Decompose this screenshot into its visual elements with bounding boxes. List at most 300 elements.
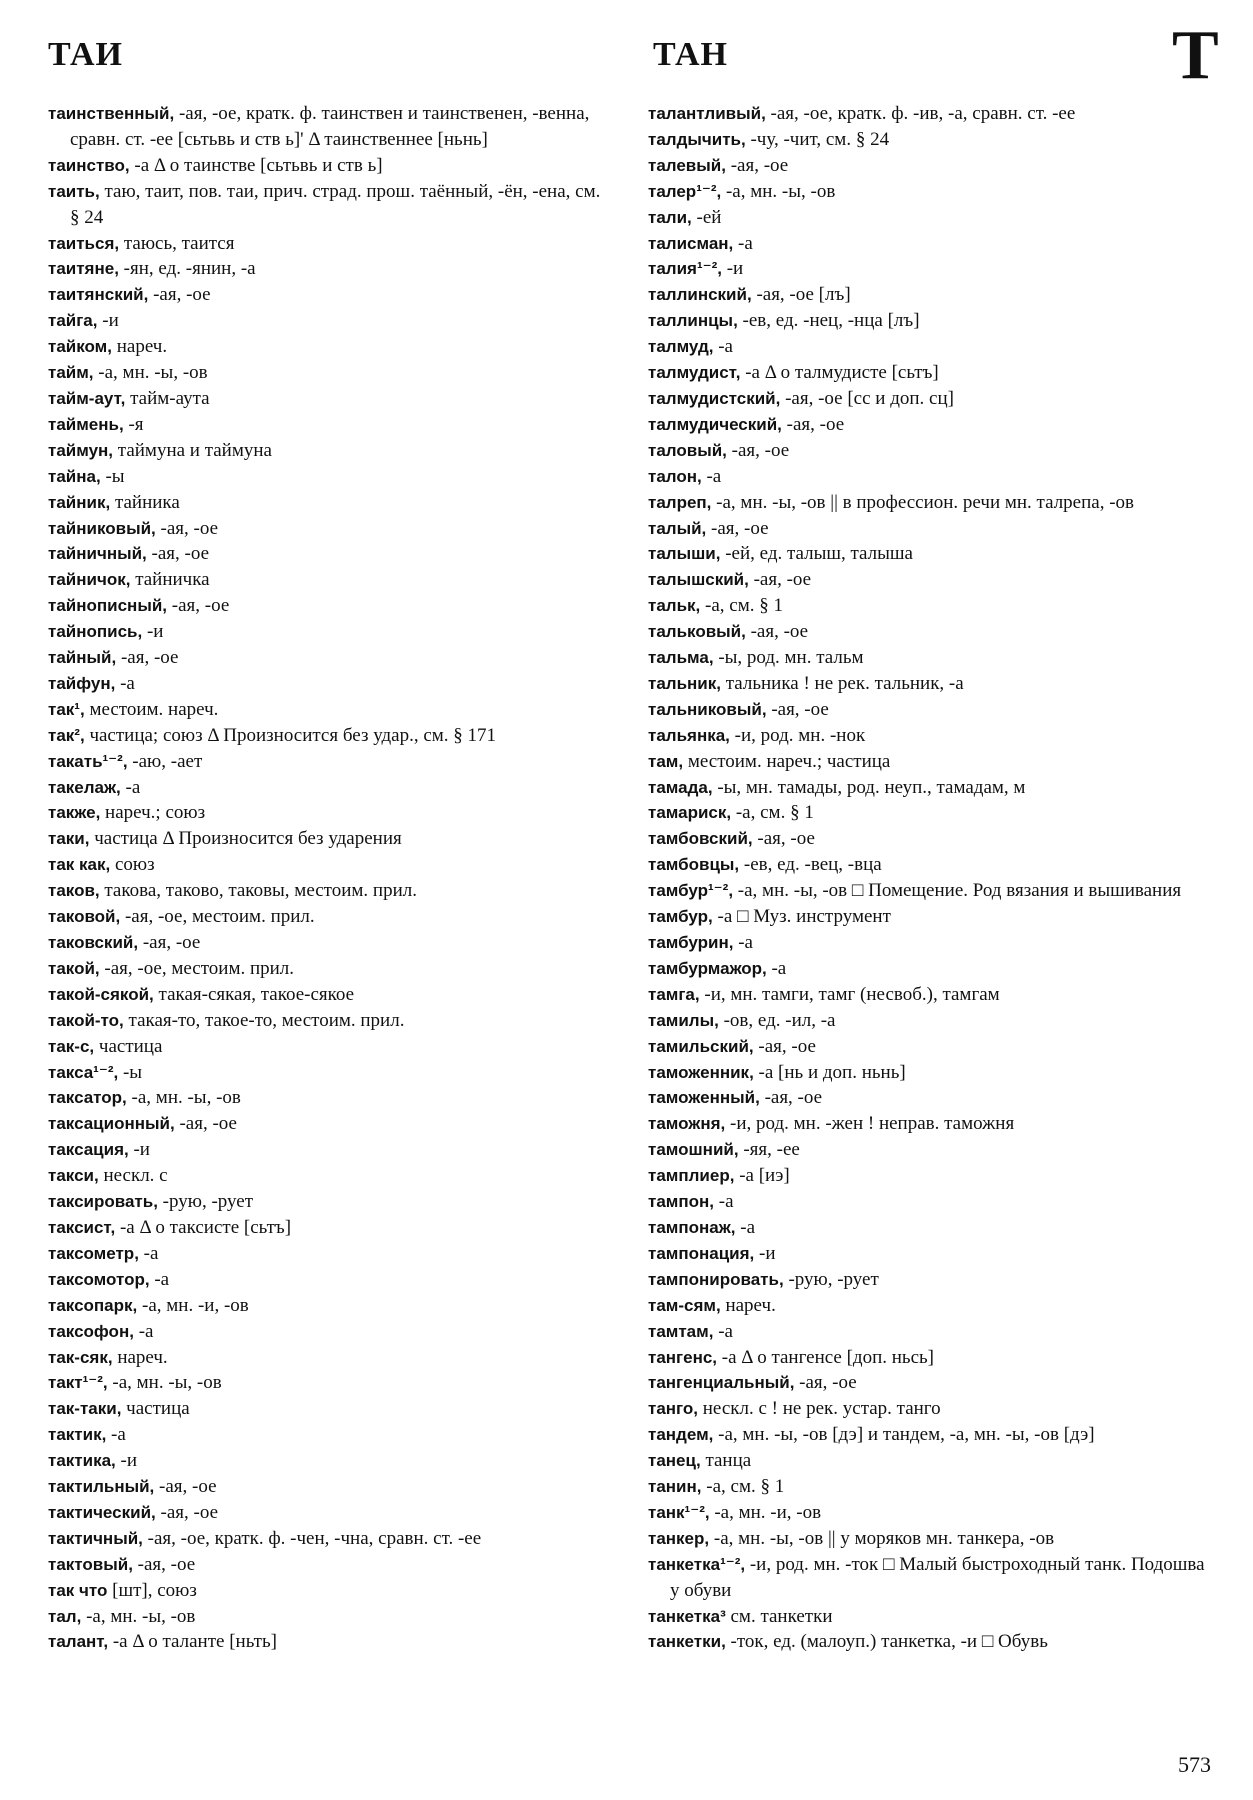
dictionary-entry xyxy=(48,1552,614,1578)
dictionary-entry xyxy=(48,1448,614,1474)
entry-body: -а xyxy=(120,672,135,694)
entry-headword: таковой, xyxy=(48,907,121,927)
entry-headword: таллинцы, xyxy=(648,311,738,331)
entry-headword: танкер, xyxy=(648,1528,710,1548)
entry-body: -а xyxy=(771,957,787,979)
entry-headword: тальма, xyxy=(648,648,714,668)
dictionary-entry xyxy=(648,256,1214,282)
entry-body: -а Δ о таксисте [сьтъ] xyxy=(119,1216,292,1238)
entry-body: нескл. с xyxy=(103,1165,168,1187)
entry-body: -ая, -ое xyxy=(137,1553,196,1575)
entry-headword: таитяне, xyxy=(48,259,119,279)
dictionary-entry xyxy=(648,1034,1214,1060)
dictionary-entry xyxy=(648,1422,1214,1448)
entry-body: -а, см. § 1 xyxy=(705,595,783,617)
entry-headword: там-сям, xyxy=(648,1295,721,1315)
entry-headword: тактика, xyxy=(48,1451,116,1471)
entry-body: -а Δ о таланте [ньть] xyxy=(112,1631,277,1653)
entry-body: тайничка xyxy=(135,569,210,591)
entry-headword: тамплиер, xyxy=(648,1166,735,1186)
entry-headword: таксомотор, xyxy=(48,1269,150,1289)
entry-body: частица Δ Произносится без ударения xyxy=(94,828,402,850)
entry-headword: тайнопись, xyxy=(48,622,143,642)
entry-body: -а Δ о талмудисте [сьтъ] xyxy=(745,362,939,384)
entry-headword: талый, xyxy=(648,518,707,538)
entry-headword: тактик, xyxy=(48,1425,107,1445)
entry-headword: тайком, xyxy=(48,337,112,357)
entry-body: -и xyxy=(726,258,744,280)
entry-body: -ая, -ое xyxy=(750,621,809,643)
dictionary-entry xyxy=(648,1267,1214,1293)
entry-headword: тамилы, xyxy=(648,1010,719,1030)
dictionary-entry xyxy=(48,360,614,386)
entry-headword: талмудист, xyxy=(648,363,741,383)
dictionary-entry xyxy=(648,231,1214,257)
entry-headword: таков, xyxy=(48,881,100,901)
entry-headword: так что xyxy=(48,1580,108,1600)
entry-headword: тамга, xyxy=(648,984,700,1004)
entry-body: тайника xyxy=(114,491,180,513)
entry-headword: тайм-аут, xyxy=(48,388,126,408)
entry-headword: таксометр, xyxy=(48,1243,139,1263)
entry-headword: тайный, xyxy=(48,648,117,668)
dictionary-entry xyxy=(48,153,614,179)
entry-headword: тангенс, xyxy=(648,1347,718,1367)
entry-headword: таиться, xyxy=(48,233,120,253)
entry-headword: тамбур¹⁻², xyxy=(648,881,734,901)
entry-body: -а xyxy=(718,1191,734,1213)
entry-headword: талыши, xyxy=(648,544,721,564)
entry-body: -а, мн. -ы, -ов xyxy=(98,362,208,384)
entry-headword: тактический, xyxy=(48,1502,156,1522)
entry-headword: таксационный, xyxy=(48,1114,175,1134)
entry-headword: тальниковый, xyxy=(648,699,767,719)
dictionary-entry xyxy=(48,1500,614,1526)
page-number: 573 xyxy=(1178,1752,1211,1777)
dictionary-entry xyxy=(648,1526,1214,1552)
dictionary-entry xyxy=(648,852,1214,878)
running-head-left: ТАИ xyxy=(48,36,123,73)
entry-body: -а xyxy=(740,1216,756,1238)
entry-body: -и xyxy=(102,310,119,332)
entry-body: -яя, -ее xyxy=(743,1139,800,1161)
entry-body: -рую, -рует xyxy=(788,1268,879,1290)
entry-headword: таитянский, xyxy=(48,285,149,305)
entry-headword: такой-то, xyxy=(48,1010,124,1030)
entry-body: -ток, ед. (малоуп.) танкетка, -и □ Обувь xyxy=(730,1631,1048,1653)
dictionary-entry xyxy=(48,101,614,153)
entry-body: -ей, ед. талыш, талыша xyxy=(725,543,913,565)
entry-body: тальника ! не рек. тальник, -а xyxy=(725,672,964,694)
entry-headword: таки, xyxy=(48,829,90,849)
dictionary-entry xyxy=(48,1267,614,1293)
entry-headword: таить, xyxy=(48,181,100,201)
entry-body: -а, мн. -ы, -ов xyxy=(131,1087,241,1109)
dictionary-entry xyxy=(48,231,614,257)
dictionary-entry xyxy=(48,593,614,619)
entry-headword: так¹, xyxy=(48,699,85,719)
entry-headword: тамбур, xyxy=(648,907,713,927)
entry-body: -я xyxy=(128,413,144,435)
entry-headword: тальник, xyxy=(648,673,721,693)
entry-headword: талантливый, xyxy=(648,104,766,123)
entry-headword: таксофон, xyxy=(48,1321,134,1341)
dictionary-entry xyxy=(48,1137,614,1163)
entry-headword: таловый, xyxy=(648,440,727,460)
dictionary-entry xyxy=(48,1241,614,1267)
entry-headword: тальянка, xyxy=(648,725,730,745)
entry-headword: такать¹⁻², xyxy=(48,751,128,771)
dictionary-entry xyxy=(48,826,614,852)
dictionary-entry xyxy=(48,982,614,1008)
entry-body: частица; союз Δ Произносится без удар., см. § 171 xyxy=(89,724,497,746)
entry-body: -ов, ед. -ил, -а xyxy=(723,1009,836,1031)
dictionary-entry xyxy=(48,1189,614,1215)
entry-body: нареч. xyxy=(725,1294,776,1316)
entry-body: -ая, -ое, местоим. прил. xyxy=(124,906,315,928)
dictionary-entry xyxy=(648,930,1214,956)
entry-body: -а Δ о тангенсе [доп. ньсь] xyxy=(721,1346,935,1368)
entry-body: -и xyxy=(120,1450,138,1472)
dictionary-entry xyxy=(648,800,1214,826)
dictionary-entry xyxy=(648,671,1214,697)
entry-headword: таймень, xyxy=(48,414,124,434)
dictionary-entry xyxy=(648,775,1214,801)
entry-body: -ая, -ое [лъ] xyxy=(756,284,851,306)
entry-body: -ян, ед. -янин, -а xyxy=(123,258,256,280)
dictionary-entry xyxy=(648,101,1214,127)
dictionary-entry xyxy=(48,1474,614,1500)
entry-body: нареч. xyxy=(117,1346,168,1368)
entry-headword: тамильский, xyxy=(648,1036,754,1056)
dictionary-entry xyxy=(48,464,614,490)
dictionary-entry xyxy=(648,904,1214,930)
entry-headword: тампон, xyxy=(648,1192,714,1212)
dictionary-entry xyxy=(648,360,1214,386)
entry-body: -ая, -ое xyxy=(142,932,201,953)
dictionary-entry xyxy=(648,1370,1214,1396)
entry-headword: тал, xyxy=(48,1606,82,1626)
entry-headword: таксировать, xyxy=(48,1192,158,1212)
entry-body: -ы xyxy=(122,1061,143,1083)
left-column xyxy=(48,101,614,1655)
entry-body: -ы xyxy=(105,465,125,487)
entry-body: -а, мн. -и, -ов xyxy=(714,1501,822,1523)
entry-headword: таймун, xyxy=(48,440,114,460)
entry-headword: талисман, xyxy=(648,233,734,253)
entry-headword: талмудический, xyxy=(648,414,782,434)
dictionary-entry xyxy=(48,1111,614,1137)
entry-headword: тамбурмажор, xyxy=(648,958,767,978)
entry-headword: такелаж, xyxy=(48,777,121,797)
dictionary-entry xyxy=(648,567,1214,593)
entry-headword: тайник, xyxy=(48,492,111,512)
entry-body: -и xyxy=(133,1139,150,1161)
entry-headword: танкетка³ xyxy=(648,1606,726,1626)
dictionary-entry xyxy=(648,1163,1214,1189)
dictionary-entry xyxy=(648,593,1214,619)
dictionary-entry xyxy=(648,282,1214,308)
dictionary-entry xyxy=(48,256,614,282)
entry-headword: тактичный, xyxy=(48,1528,143,1548)
dictionary-entry xyxy=(648,1137,1214,1163)
entry-body: танца xyxy=(705,1450,752,1472)
entry-body: такая-то, такое-то, местоим. прил. xyxy=(128,1009,405,1031)
dictionary-entry xyxy=(48,697,614,723)
dictionary-entry xyxy=(648,1111,1214,1137)
entry-headword: так-таки, xyxy=(48,1399,122,1419)
entry-body: [шт], союз xyxy=(112,1579,197,1601)
entry-body: -а, мн. -ы, -ов || в профессион. речи мн. талрепа, -ов xyxy=(716,491,1135,513)
entry-body: -а [иэ] xyxy=(739,1165,790,1187)
dictionary-entry xyxy=(648,464,1214,490)
entry-body: -а xyxy=(718,1320,733,1342)
entry-headword: танк¹⁻², xyxy=(648,1502,710,1522)
dictionary-entry xyxy=(648,1604,1214,1630)
entry-body: -а, мн. -ы, -ов xyxy=(725,180,836,202)
entry-headword: так как, xyxy=(48,855,111,875)
entry-headword: такой, xyxy=(48,958,100,978)
entry-headword: таллинский, xyxy=(648,285,752,305)
dictionary-entry xyxy=(48,1293,614,1319)
entry-body: -ая, -ое xyxy=(786,413,845,435)
entry-headword: тамбовский, xyxy=(648,829,753,849)
dictionary-entry xyxy=(648,619,1214,645)
entry-headword: тактовый, xyxy=(48,1554,133,1574)
dictionary-entry xyxy=(48,852,614,878)
dictionary-entry xyxy=(648,541,1214,567)
entry-body: -ая, -ое xyxy=(153,284,211,306)
entry-body: нареч.; союз xyxy=(105,802,206,824)
entry-body: -ая, -ое xyxy=(179,1113,237,1135)
dictionary-entry xyxy=(648,697,1214,723)
entry-body: -ая, -ое xyxy=(730,154,789,176)
dictionary-entry xyxy=(648,1629,1214,1655)
dictionary-entry xyxy=(48,749,614,775)
entry-body: -ев, ед. -нец, -нца [лъ] xyxy=(742,310,920,332)
dictionary-entry xyxy=(648,749,1214,775)
entry-headword: тамтам, xyxy=(648,1321,714,1341)
dictionary-entry xyxy=(48,516,614,542)
dictionary-entry xyxy=(48,930,614,956)
entry-body: частица xyxy=(126,1398,190,1420)
dictionary-entry xyxy=(48,1370,614,1396)
entry-body: -а, мн. -ы, -ов □ Помещение. Род вязания и вышивания xyxy=(737,880,1182,902)
entry-body: -ая, -ое, кратк. ф. -чен, -чна, сравн. ст. -ее xyxy=(147,1527,482,1549)
entry-headword: так-сяк, xyxy=(48,1347,113,1367)
dictionary-entry xyxy=(48,386,614,412)
entry-body: -и, род. мн. -ток □ Малый быстроходный танк. Подошва у обуви xyxy=(670,1553,1205,1601)
entry-body: -и, мн. тамги, тамг (несвоб.), тамгам xyxy=(704,983,1000,1005)
entry-body: союз xyxy=(114,854,155,876)
entry-body: см. танкетки xyxy=(730,1605,833,1627)
entry-headword: талдычить, xyxy=(648,129,746,149)
entry-headword: танго, xyxy=(648,1399,699,1419)
dictionary-entry xyxy=(648,516,1214,542)
entry-body: -а, мн. -ы, -ов || у моряков мн. танкера, -ов xyxy=(713,1527,1055,1549)
entry-headword: такой-сякой, xyxy=(48,984,154,1004)
entry-body: -и xyxy=(759,1242,776,1264)
entry-headword: тайм, xyxy=(48,363,94,383)
dictionary-entry xyxy=(48,438,614,464)
dictionary-entry xyxy=(48,1060,614,1086)
entry-body: -и xyxy=(146,621,164,643)
entry-headword: так², xyxy=(48,725,85,745)
dictionary-entry xyxy=(48,1215,614,1241)
dictionary-entry xyxy=(648,1215,1214,1241)
dictionary-entry xyxy=(648,153,1214,179)
entry-headword: тампонаж, xyxy=(648,1217,736,1237)
entry-headword: таксация, xyxy=(48,1140,129,1160)
entry-body: таймуна и таймуна xyxy=(117,439,272,461)
entry-body: -а, см. § 1 xyxy=(735,802,814,824)
entry-body: -а, мн. -ы, -ов [дэ] и тандем, -а, мн. -ы, -ов [дэ] xyxy=(718,1424,1095,1446)
dictionary-entry xyxy=(48,1526,614,1552)
dictionary-entry xyxy=(648,723,1214,749)
entry-body: -а □ Муз. инструмент xyxy=(717,906,891,928)
dictionary-entry xyxy=(48,412,614,438)
entry-headword: тали, xyxy=(648,207,692,227)
entry-body: таюсь, таится xyxy=(123,232,235,254)
entry-headword: таинство, xyxy=(48,155,130,175)
entry-body: -ая, -ое xyxy=(731,439,790,461)
entry-body: -ая, -ое xyxy=(160,517,219,539)
entry-headword: талер¹⁻², xyxy=(648,181,722,201)
dictionary-entry xyxy=(48,567,614,593)
entry-headword: талант, xyxy=(48,1632,109,1652)
entry-headword: танкетки, xyxy=(648,1632,726,1652)
entry-body: -а xyxy=(738,232,753,254)
dictionary-entry xyxy=(48,645,614,671)
entry-headword: танец, xyxy=(648,1451,701,1471)
entry-headword: талевый, xyxy=(648,155,726,175)
dictionary-entry xyxy=(648,1448,1214,1474)
entry-headword: талон, xyxy=(648,466,702,486)
entry-headword: тайна, xyxy=(48,466,101,486)
entry-body: -ая, -ое, местоим. прил. xyxy=(104,957,295,979)
entry-headword: такса¹⁻², xyxy=(48,1062,119,1082)
entry-body: -и, род. мн. -жен ! неправ. таможня xyxy=(730,1113,1015,1135)
entry-headword: тайнописный, xyxy=(48,596,168,616)
entry-body: -а xyxy=(718,336,733,358)
entry-body: -а xyxy=(154,1268,170,1290)
entry-headword: таксопарк, xyxy=(48,1295,138,1315)
dictionary-entry xyxy=(648,490,1214,516)
dictionary-entry xyxy=(48,1578,614,1604)
entry-body: -ая, -ое xyxy=(753,569,812,591)
dictionary-entry xyxy=(648,982,1214,1008)
entry-body: -ая, -ое xyxy=(120,647,179,669)
entry-body: тайм-аута xyxy=(130,387,210,409)
dictionary-entry xyxy=(648,1241,1214,1267)
dictionary-entry xyxy=(648,334,1214,360)
entry-headword: таковский, xyxy=(48,933,139,952)
entry-headword: талышский, xyxy=(648,570,749,590)
entry-body: -а [нь и доп. ньнь] xyxy=(758,1061,906,1083)
entry-body: -ая, -ое xyxy=(171,595,230,617)
dictionary-entry xyxy=(48,1629,614,1655)
entry-body: -аю, -ает xyxy=(132,750,203,772)
dictionary-entry xyxy=(648,1293,1214,1319)
dictionary-entry xyxy=(648,127,1214,153)
dictionary-entry xyxy=(48,179,614,231)
dictionary-entry xyxy=(48,904,614,930)
entry-body: такая-сякая, такое-сякое xyxy=(158,983,355,1005)
entry-headword: тайфун, xyxy=(48,673,116,693)
dictionary-entry xyxy=(48,1034,614,1060)
entry-body: таю, таит, пов. таи, прич. страд. прош. таённый, -ён, -ена, см. § 24 xyxy=(70,180,601,228)
entry-body: -а xyxy=(706,465,722,487)
dictionary-entry xyxy=(48,956,614,982)
right-column xyxy=(648,101,1214,1655)
entry-headword: тайничный, xyxy=(48,544,147,564)
entry-headword: тальк, xyxy=(648,596,701,616)
entry-body: -и, род. мн. -нок xyxy=(734,724,866,746)
dictionary-entry xyxy=(648,645,1214,671)
dictionary-entry xyxy=(648,878,1214,904)
entry-body: -а xyxy=(111,1424,126,1446)
entry-headword: танкетка¹⁻², xyxy=(648,1554,746,1574)
running-head-right: ТАН xyxy=(653,36,728,73)
entry-body: -ая, -ое xyxy=(151,543,210,565)
entry-headword: танин, xyxy=(648,1477,702,1497)
entry-headword: талия¹⁻², xyxy=(648,259,722,279)
entry-body: -ев, ед. -вец, -вца xyxy=(743,854,882,876)
dictionary-entry xyxy=(48,1085,614,1111)
entry-headword: таможенник, xyxy=(648,1062,754,1082)
entry-body: -ая, -ое [сс и доп. сц] xyxy=(785,387,954,409)
entry-body: -ая, -ое xyxy=(711,517,769,539)
entry-headword: тайничок, xyxy=(48,570,131,590)
dictionary-entry xyxy=(48,775,614,801)
dictionary-entry xyxy=(48,334,614,360)
entry-headword: талмуд, xyxy=(648,337,714,357)
dictionary-entry xyxy=(648,1500,1214,1526)
entry-headword: таксист, xyxy=(48,1217,116,1237)
entry-headword: таксатор, xyxy=(48,1088,127,1108)
entry-headword: таможня, xyxy=(648,1114,726,1134)
entry-headword: там, xyxy=(648,751,684,771)
dictionary-entry xyxy=(648,1345,1214,1371)
entry-headword: талмудистский, xyxy=(648,388,781,408)
entry-body: -ы, род. мн. тальм xyxy=(718,647,864,669)
entry-headword: так-с, xyxy=(48,1036,95,1056)
entry-headword: такси, xyxy=(48,1166,99,1186)
entry-body: -а, см. § 1 xyxy=(706,1476,785,1498)
dictionary-entry xyxy=(648,1085,1214,1111)
entry-headword: тамбовцы, xyxy=(648,855,740,875)
entry-body: -ая, -ое xyxy=(757,828,815,850)
dictionary-entry xyxy=(648,205,1214,231)
entry-body: -а, мн. -и, -ов xyxy=(142,1294,249,1316)
entry-headword: тактильный, xyxy=(48,1477,155,1497)
entry-body: -ей xyxy=(696,206,722,228)
dictionary-entry xyxy=(48,1008,614,1034)
dictionary-entry xyxy=(48,282,614,308)
entry-headword: такт¹⁻², xyxy=(48,1373,108,1393)
dictionary-entry xyxy=(48,878,614,904)
entry-headword: тамбурин, xyxy=(648,933,734,952)
dictionary-entry xyxy=(48,1163,614,1189)
entry-body: -ая, -ое, кратк. ф. -ив, -а, сравн. ст. -ее xyxy=(770,103,1076,124)
entry-headword: тайга, xyxy=(48,311,98,331)
entry-headword: таможенный, xyxy=(648,1088,760,1108)
entry-headword: тальковый, xyxy=(648,622,746,642)
entry-body: -а, мн. -ы, -ов xyxy=(86,1605,196,1627)
entry-body: -а, мн. -ы, -ов xyxy=(112,1372,222,1394)
entry-headword: тампонировать, xyxy=(648,1269,784,1289)
entry-body: местоим. нареч. xyxy=(89,698,219,720)
